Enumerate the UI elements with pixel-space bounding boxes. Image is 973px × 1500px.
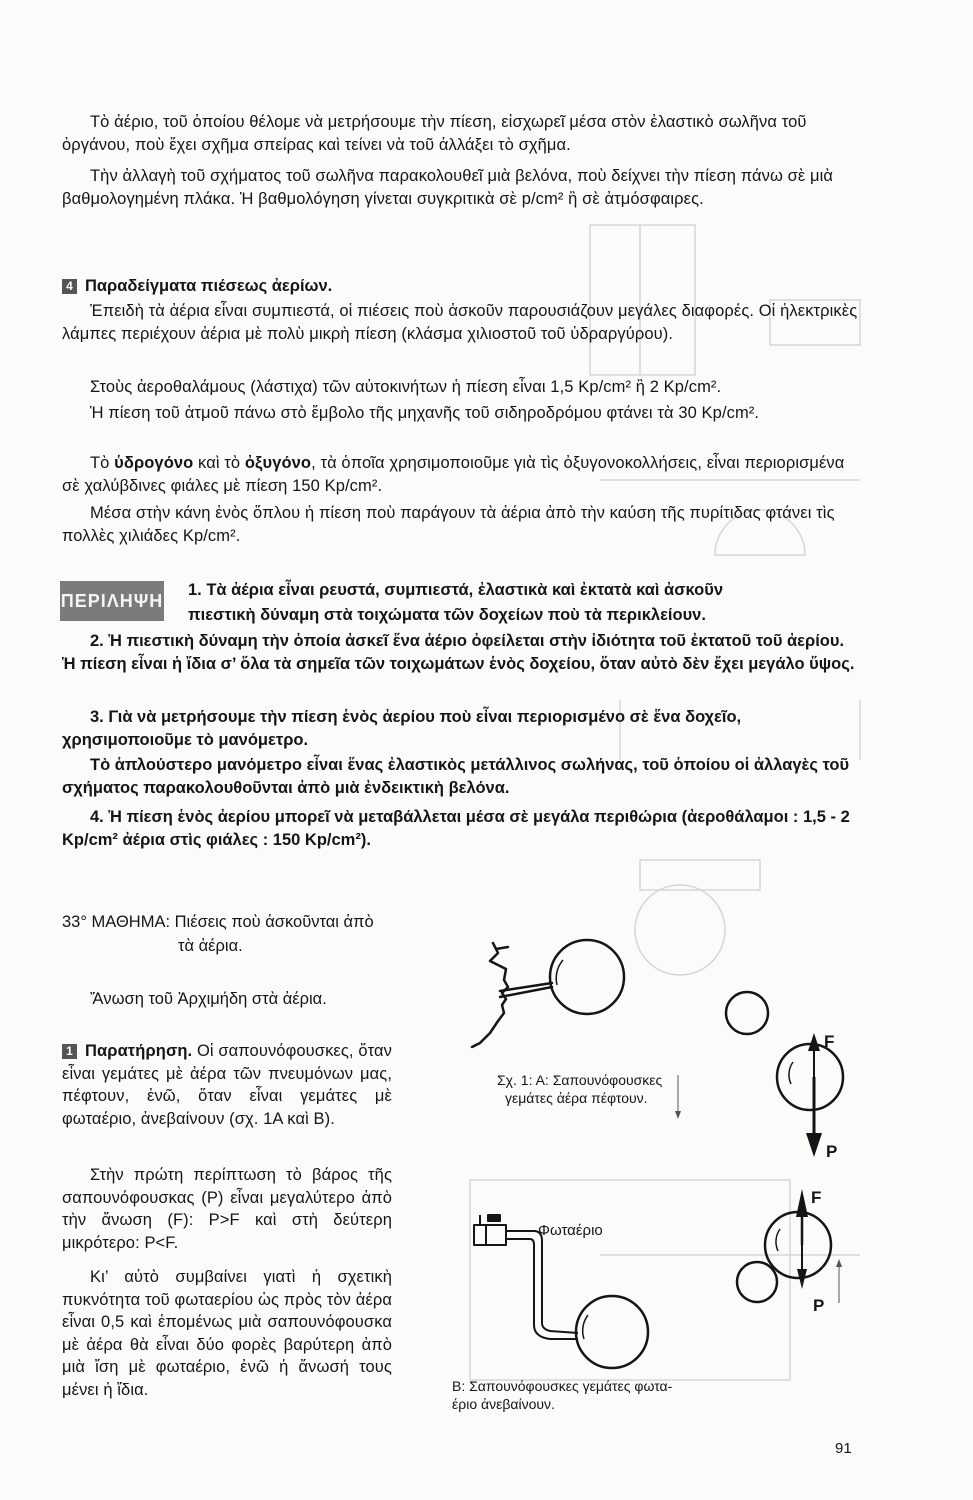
lesson-label: ΜΑΘΗΜΑ: xyxy=(91,913,171,931)
lesson-heading xyxy=(62,911,462,934)
figure-caption-b xyxy=(452,1377,672,1413)
caption-b-line-1: Β: Σαπουνόφουσκες γεμάτες φωτα- xyxy=(452,1378,673,1394)
page-number: 91 xyxy=(835,1440,852,1457)
face-profile xyxy=(472,943,508,1047)
intro-paragraph-2: Τὴν ἀλλαγὴ τοῦ σχήματος τοῦ σωλῆνα παρακολουθεῖ μιὰ βελόνα, ποὺ δείχνει τὴν πίεση πάνω σὲ μιὰ βαθμολογημένη πλάκα. Ἡ βαθμολόγηση γίνεται συγκριτικὰ σὲ p/cm² ἢ σὲ ἀτμόσφαιρες. xyxy=(62,167,834,208)
section-4-paragraph-3: Ἡ πίεση τοῦ ἀτμοῦ πάνω στὸ ἔμβολο τῆς μηχανῆς τοῦ σιδηροδρόμου φτάνει τὰ 30 Kp/cm². xyxy=(90,404,760,422)
section-4-paragraph-5: Μέσα στὴν κάνη ἑνὸς ὅπλου ἡ πίεση ποὺ παράγουν τὰ ἀέρια ἀπὸ τὴν καύση τῆς πυρίτιδας φτάνει τὶς πολλὲς χιλιάδες Kp/cm². xyxy=(62,504,835,545)
bubble-rising xyxy=(765,1212,831,1278)
summary-tag: ΠΕΡΙΛΗΨΗ xyxy=(60,581,164,621)
section-1-paragraph-2: Στὴν πρώτη περίπτωση τὸ βάρος τῆς σαπουνόφουσκας (P) εἶναι μεγαλύτερο ἀπὸ τὴν ἄνωση (F): P>F καὶ στὴ δεύτερη μικρότερο: P<F. xyxy=(62,1166,392,1252)
lesson-title-line-2: τὰ ἀέρια. xyxy=(178,937,243,955)
force-label-f-b: F xyxy=(811,1188,822,1207)
section-4-paragraph-4 xyxy=(62,452,862,497)
section-1-paragraph-1 xyxy=(62,1040,392,1130)
summary-item-3-continued: Τὸ ἁπλούστερο μανόμετρο εἶναι ἕνας ἐλαστικὸς μετάλλινος σωλήνας, τοῦ ὁποίου οἱ ἀλλαγὲς τοῦ σχήματος παρακολουθοῦνται ἀπὸ μιὰ ἐνδεικτικὴ βελόνα. xyxy=(62,756,850,797)
summary-item-1-line-1: 1. Τὰ ἀέρια εἶναι ρευστά, συμπιεστά, ἐλαστικὰ καὶ ἐκτατὰ καὶ ἀσκοῦν xyxy=(188,581,724,599)
section-4-paragraph-1: Ἐπειδὴ τὰ ἀέρια εἶναι συμπιεστά, οἱ πιέσεις ποὺ ἀσκοῦν παρουσιάζουν μεγάλες διαφορές. Οἱ ἠλεκτρικὲς λάμπες περιέχουν ἀέρια μὲ πολὺ μικρὴ πίεση (κλάσμα χιλιοστοῦ τοῦ ὑδραργύρου). xyxy=(62,302,858,343)
section-title: Παρατήρηση. xyxy=(85,1042,193,1060)
gas-label: Φωταέριο xyxy=(538,1222,603,1239)
section-number-box: 4 xyxy=(62,279,77,294)
text-run: καὶ τὸ xyxy=(193,454,245,472)
soap-bubbles-figure xyxy=(460,925,880,1425)
summary-item-3: 3. Γιὰ νὰ μετρήσουμε τὴν πίεση ἑνὸς ἀερίου ποὺ εἶναι περιορισμένο σὲ ἕνα δοχεῖο, χρησιμοποιοῦμε τὸ μανόμετρο. xyxy=(62,708,742,749)
bubble-small-a xyxy=(726,992,768,1034)
caption-a-line-2: γεμάτες ἀέρα πέφτουν. xyxy=(505,1090,648,1106)
text-run: Οἱ σαπουνόφουσκες, ὅταν εἶναι γεμάτες μὲ ἀέρα τῶν πνευμόνων μας, πέφτουν, ἐνῶ, ὅταν εἶναι γεμάτες μὲ φωταέριο, ἀνεβαίνουν (σχ. 1Α καὶ Β). xyxy=(62,1042,392,1128)
figure-caption-a xyxy=(497,1071,662,1107)
term-hydrogen: ὑδρογόνο xyxy=(114,454,194,472)
force-label-f-a: F xyxy=(824,1032,835,1051)
bubble-attached-a xyxy=(550,940,624,1014)
lesson-number: 33° xyxy=(62,913,87,931)
section-4-heading xyxy=(62,277,862,296)
section-1-paragraph-3: Κι’ αὐτὸ συμβαίνει γιατὶ ἡ σχετικὴ πυκνότητα τοῦ φωταερίου ὡς πρὸς τὸν ἀέρα εἶναι 0,5 καὶ ἑπομένως μιὰ σαπουνόφουσκα μὲ ἀέρα θὰ εἶναι δύο φορὲς βαρύτερη ἀπὸ μιὰ ἴση μὲ φωταέριο, ἐνῶ ἡ ἄνωσή τους μένει ἡ ἴδια. xyxy=(62,1268,392,1399)
text-run: , τὰ ὁποῖα χρησιμοποιοῦμε γιὰ τὶς ὀξυγονοκολλήσεις, εἶναι περιορισμένα σὲ χαλύβδινες φιάλες μὲ πίεση 150 Kp/cm². xyxy=(62,454,845,495)
bubble-attached-b xyxy=(576,1296,648,1368)
force-label-p-a: P xyxy=(826,1142,838,1161)
term-oxygen: ὀξυγόνο xyxy=(244,454,312,472)
lesson-subtitle: Ἄνωση τοῦ Ἀρχιμήδη στὰ ἀέρια. xyxy=(90,990,327,1008)
intro-paragraph-1: Τὸ ἀέριο, τοῦ ὁποίου θέλομε νὰ μετρήσουμε τὴν πίεση, εἰσχωρεῖ μέσα στὸν ἐλαστικὸ σωλῆνα τοῦ ὀργάνου, ποὺ ἔχει σχῆμα σπείρας καὶ τείνει νὰ τοῦ ἀλλάξει τὸ σχῆμα. xyxy=(62,113,807,154)
section-4-paragraph-2: Στοὺς ἀεροθαλάμους (λάστιχα) τῶν αὐτοκινήτων ἡ πίεση εἶναι 1,5 Kp/cm² ἢ 2 Kp/cm². xyxy=(90,378,722,396)
bubble-falling xyxy=(777,1044,843,1110)
caption-b-line-2: έριο ἀνεβαίνουν. xyxy=(452,1396,555,1412)
lesson-title-line-1: Πιέσεις ποὺ ἀσκοῦνται ἀπὸ xyxy=(174,913,374,931)
text-run: Τὸ xyxy=(90,454,115,472)
summary-item-1-line-2: πιεστικὴ δύναμη στὰ τοιχώματα τῶν δοχείων ποὺ τὰ περικλείουν. xyxy=(188,606,706,624)
force-label-p-b: P xyxy=(813,1296,825,1315)
section-number-box: 1 xyxy=(62,1044,77,1059)
summary-item-2: 2. Ἡ πιεστικὴ δύναμη τὴν ὁποία ἀσκεῖ ἕνα ἀέριο ὀφείλεται στὴν ἰδιότητα τοῦ ἐκτατοῦ τοῦ ἀερίου. Ἡ πίεση εἶναι ἡ ἴδια σ’ ὅλα τὰ σημεῖα τῶν τοιχωμάτων ἑνὸς δοχείου, ὅταν αὐτὸ δὲν ἔχει μεγάλο ὕψος. xyxy=(62,632,855,673)
bubble-small-b xyxy=(737,1262,777,1302)
caption-a-line-1: Σχ. 1: Α: Σαπουνόφουσκες xyxy=(497,1072,663,1088)
summary-item-4: 4. Ἡ πίεση ἑνὸς ἀερίου μπορεῖ νὰ μεταβάλλεται μέσα σὲ μεγάλα περιθώρια (ἀεροθάλαμοι : 1,5 - 2 Kp/cm² ἀέρια στὶς φιάλες : 150 Kp/cm²). xyxy=(62,808,850,849)
section-title: Παραδείγματα πιέσεως ἀερίων. xyxy=(85,277,333,295)
